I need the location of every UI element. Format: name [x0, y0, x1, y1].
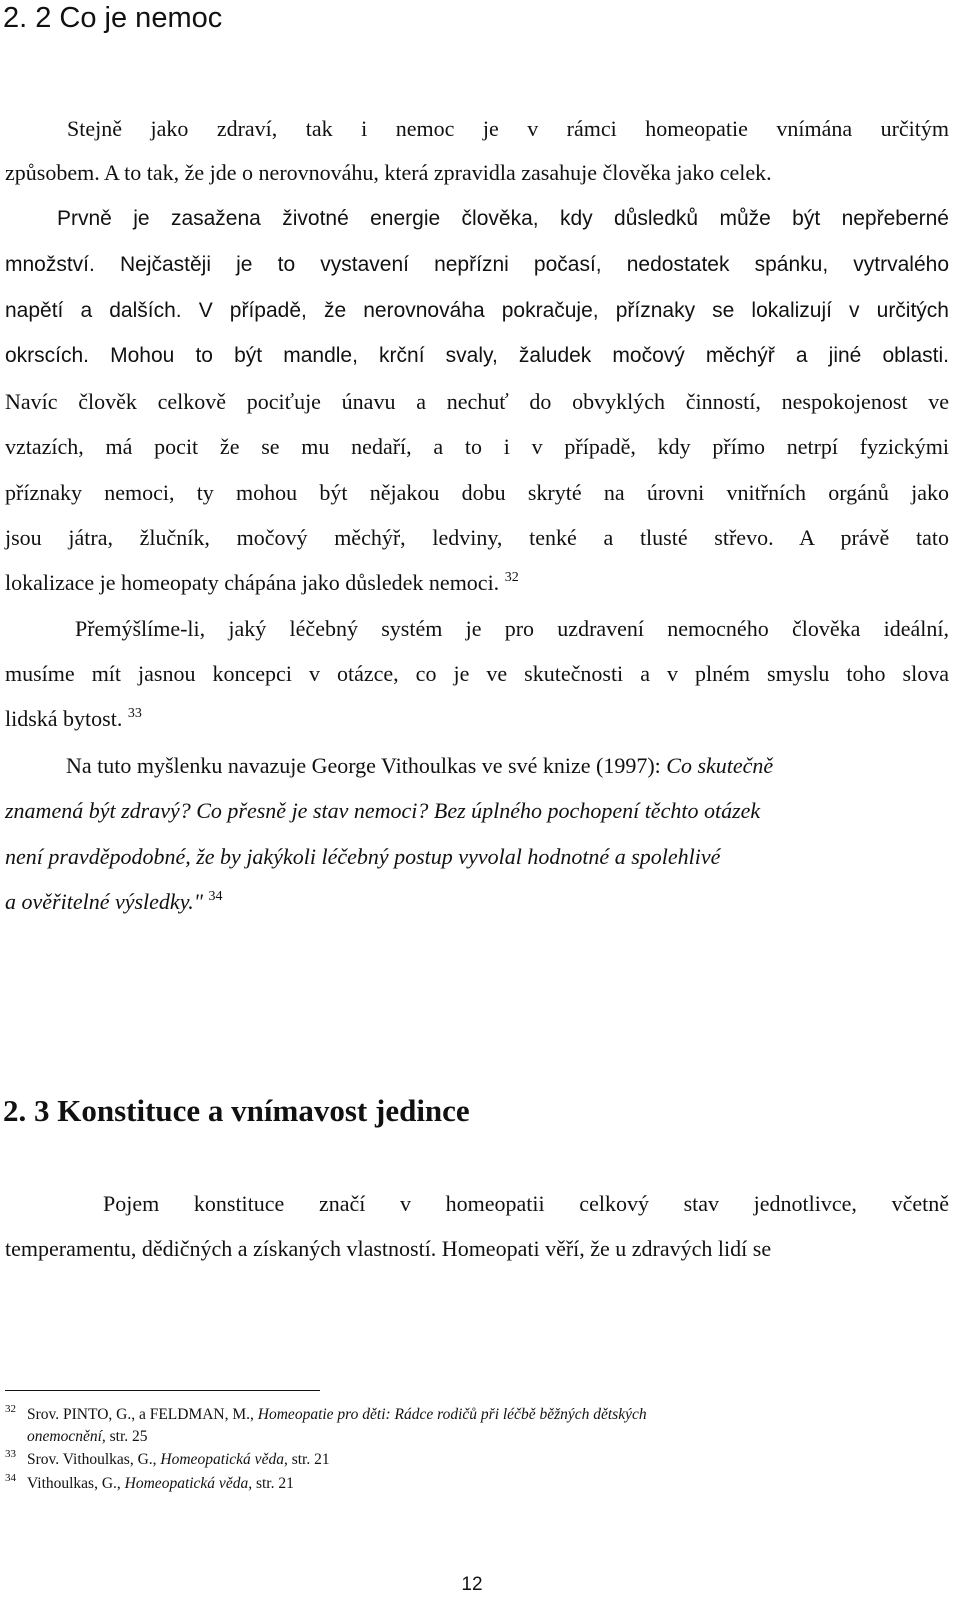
section-heading-2-3: 2. 3 Konstituce a vnímavost jedince: [3, 1093, 470, 1128]
quote-text: a ověřitelné výsledky.": [5, 889, 203, 914]
footnote-ref-33[interactable]: 33: [127, 706, 142, 721]
paragraph-text: lidská bytost.: [5, 706, 123, 731]
footnote-text: Srov. PINTO, G., a FELDMAN, M.,: [27, 1406, 258, 1423]
footnote-text: str. 21: [252, 1475, 294, 1492]
footnote-title: Homeopatická věda,: [124, 1475, 253, 1492]
footnote-text: Vithoulkas, G.,: [27, 1475, 125, 1492]
paragraph-line: příznaky nemoci, ty mohou být nějakou dobu skryté na úrovni vnitřních orgánů jako: [5, 480, 949, 505]
paragraph-line: vztazích, má pocit že se mu nedaří, a to i v případě, kdy přímo netrpí fyzickými: [5, 434, 949, 459]
paragraph-line: způsobem. A to tak, že jde o nerovnováhu, která zpravidla zasahuje člověka jako celek.: [5, 160, 772, 185]
paragraph-line: temperamentu, dědičných a získaných vlastností. Homeopati věří, že u zdravých lidí se: [5, 1236, 772, 1261]
page-number: 12: [461, 1574, 483, 1595]
paragraph-line: Pojem konstituce značí v homeopatii celkový stav jednotlivce, včetně: [103, 1191, 949, 1216]
paragraph-line: Přemýšlíme-li, jaký léčebný systém je pro uzdravení nemocného člověka ideální,: [75, 616, 949, 641]
paragraph-line: [5, 706, 142, 732]
footnote-title: Homeopatická věda: [160, 1451, 284, 1468]
paragraph-line: napětí a dalších. V případě, že nerovnováha pokračuje, příznaky se lokalizují v určitých: [5, 299, 949, 322]
footnote-text: Srov. Vithoulkas, G.,: [27, 1451, 161, 1468]
footnote-title: Homeopatie pro děti: Rádce rodičů při léčbě běžných dětských: [257, 1406, 647, 1423]
footnote-33: 33 Srov. Vithoulkas, G., Homeopatická věda, str. 21: [5, 1448, 330, 1468]
paragraph-line: [66, 753, 773, 779]
paragraph-line: Prvně je zasažena životné energie člověka, kdy důsledků může být nepřeberné: [57, 207, 949, 230]
quote-line: [5, 889, 222, 915]
footnote-text: str. 25: [105, 1428, 148, 1445]
paragraph-line: množství. Nejčastěji je to vystavení nepřízni počasí, nedostatek spánku, vytrvalého: [5, 253, 949, 276]
footnote-32: 32 Srov. PINTO, G., a FELDMAN, M., Homeopatie pro děti: Rádce rodičů při léčbě běžných dětských: [5, 1403, 647, 1423]
footnote-separator: [5, 1390, 320, 1391]
quote-line: není pravděpodobné, že by jakýkoli léčebný postup vyvolal hodnotné a spolehlivé: [5, 844, 721, 869]
paragraph-line: Stejně jako zdraví, tak i nemoc je v rámci homeopatie vnímána určitým: [67, 116, 949, 141]
footnote-text: , str. 21: [283, 1451, 330, 1468]
paragraph-line: okrscích. Mohou to být mandle, krční svaly, žaludek močový měchýř a jiné oblasti.: [5, 344, 949, 367]
footnote-ref-32[interactable]: 32: [504, 570, 519, 585]
paragraph-line: Navíc člověk celkově pociťuje únavu a nechuť do obvyklých činností, nespokojenost ve: [5, 389, 949, 414]
quote-text: Co skutečně: [666, 753, 774, 778]
paragraph-text: lokalizace je homeopaty chápána jako důsledek nemoci.: [5, 570, 500, 595]
footnote-34: 34 Vithoulkas, G., Homeopatická věda, str. 21: [5, 1472, 294, 1492]
paragraph-text: Na tuto myšlenku navazuje George Vithoulkas ve své knize (1997):: [66, 753, 667, 778]
footnote-32-continued: [27, 1427, 148, 1447]
footnote-title: onemocnění,: [27, 1428, 106, 1445]
section-heading-2-2: 2. 2 Co je nemoc: [3, 2, 223, 34]
footnote-ref-34[interactable]: 34: [208, 889, 223, 904]
quote-line: znamená být zdravý? Co přesně je stav nemoci? Bez úplného pochopení těchto otázek: [5, 798, 761, 823]
paragraph-line: [5, 570, 519, 596]
paragraph-line: jsou játra, žlučník, močový měchýř, ledviny, tenké a tlusté střevo. A právě tato: [5, 525, 949, 550]
paragraph-line: musíme mít jasnou koncepci v otázce, co je ve skutečnosti a v plném smyslu toho slova: [5, 661, 949, 686]
